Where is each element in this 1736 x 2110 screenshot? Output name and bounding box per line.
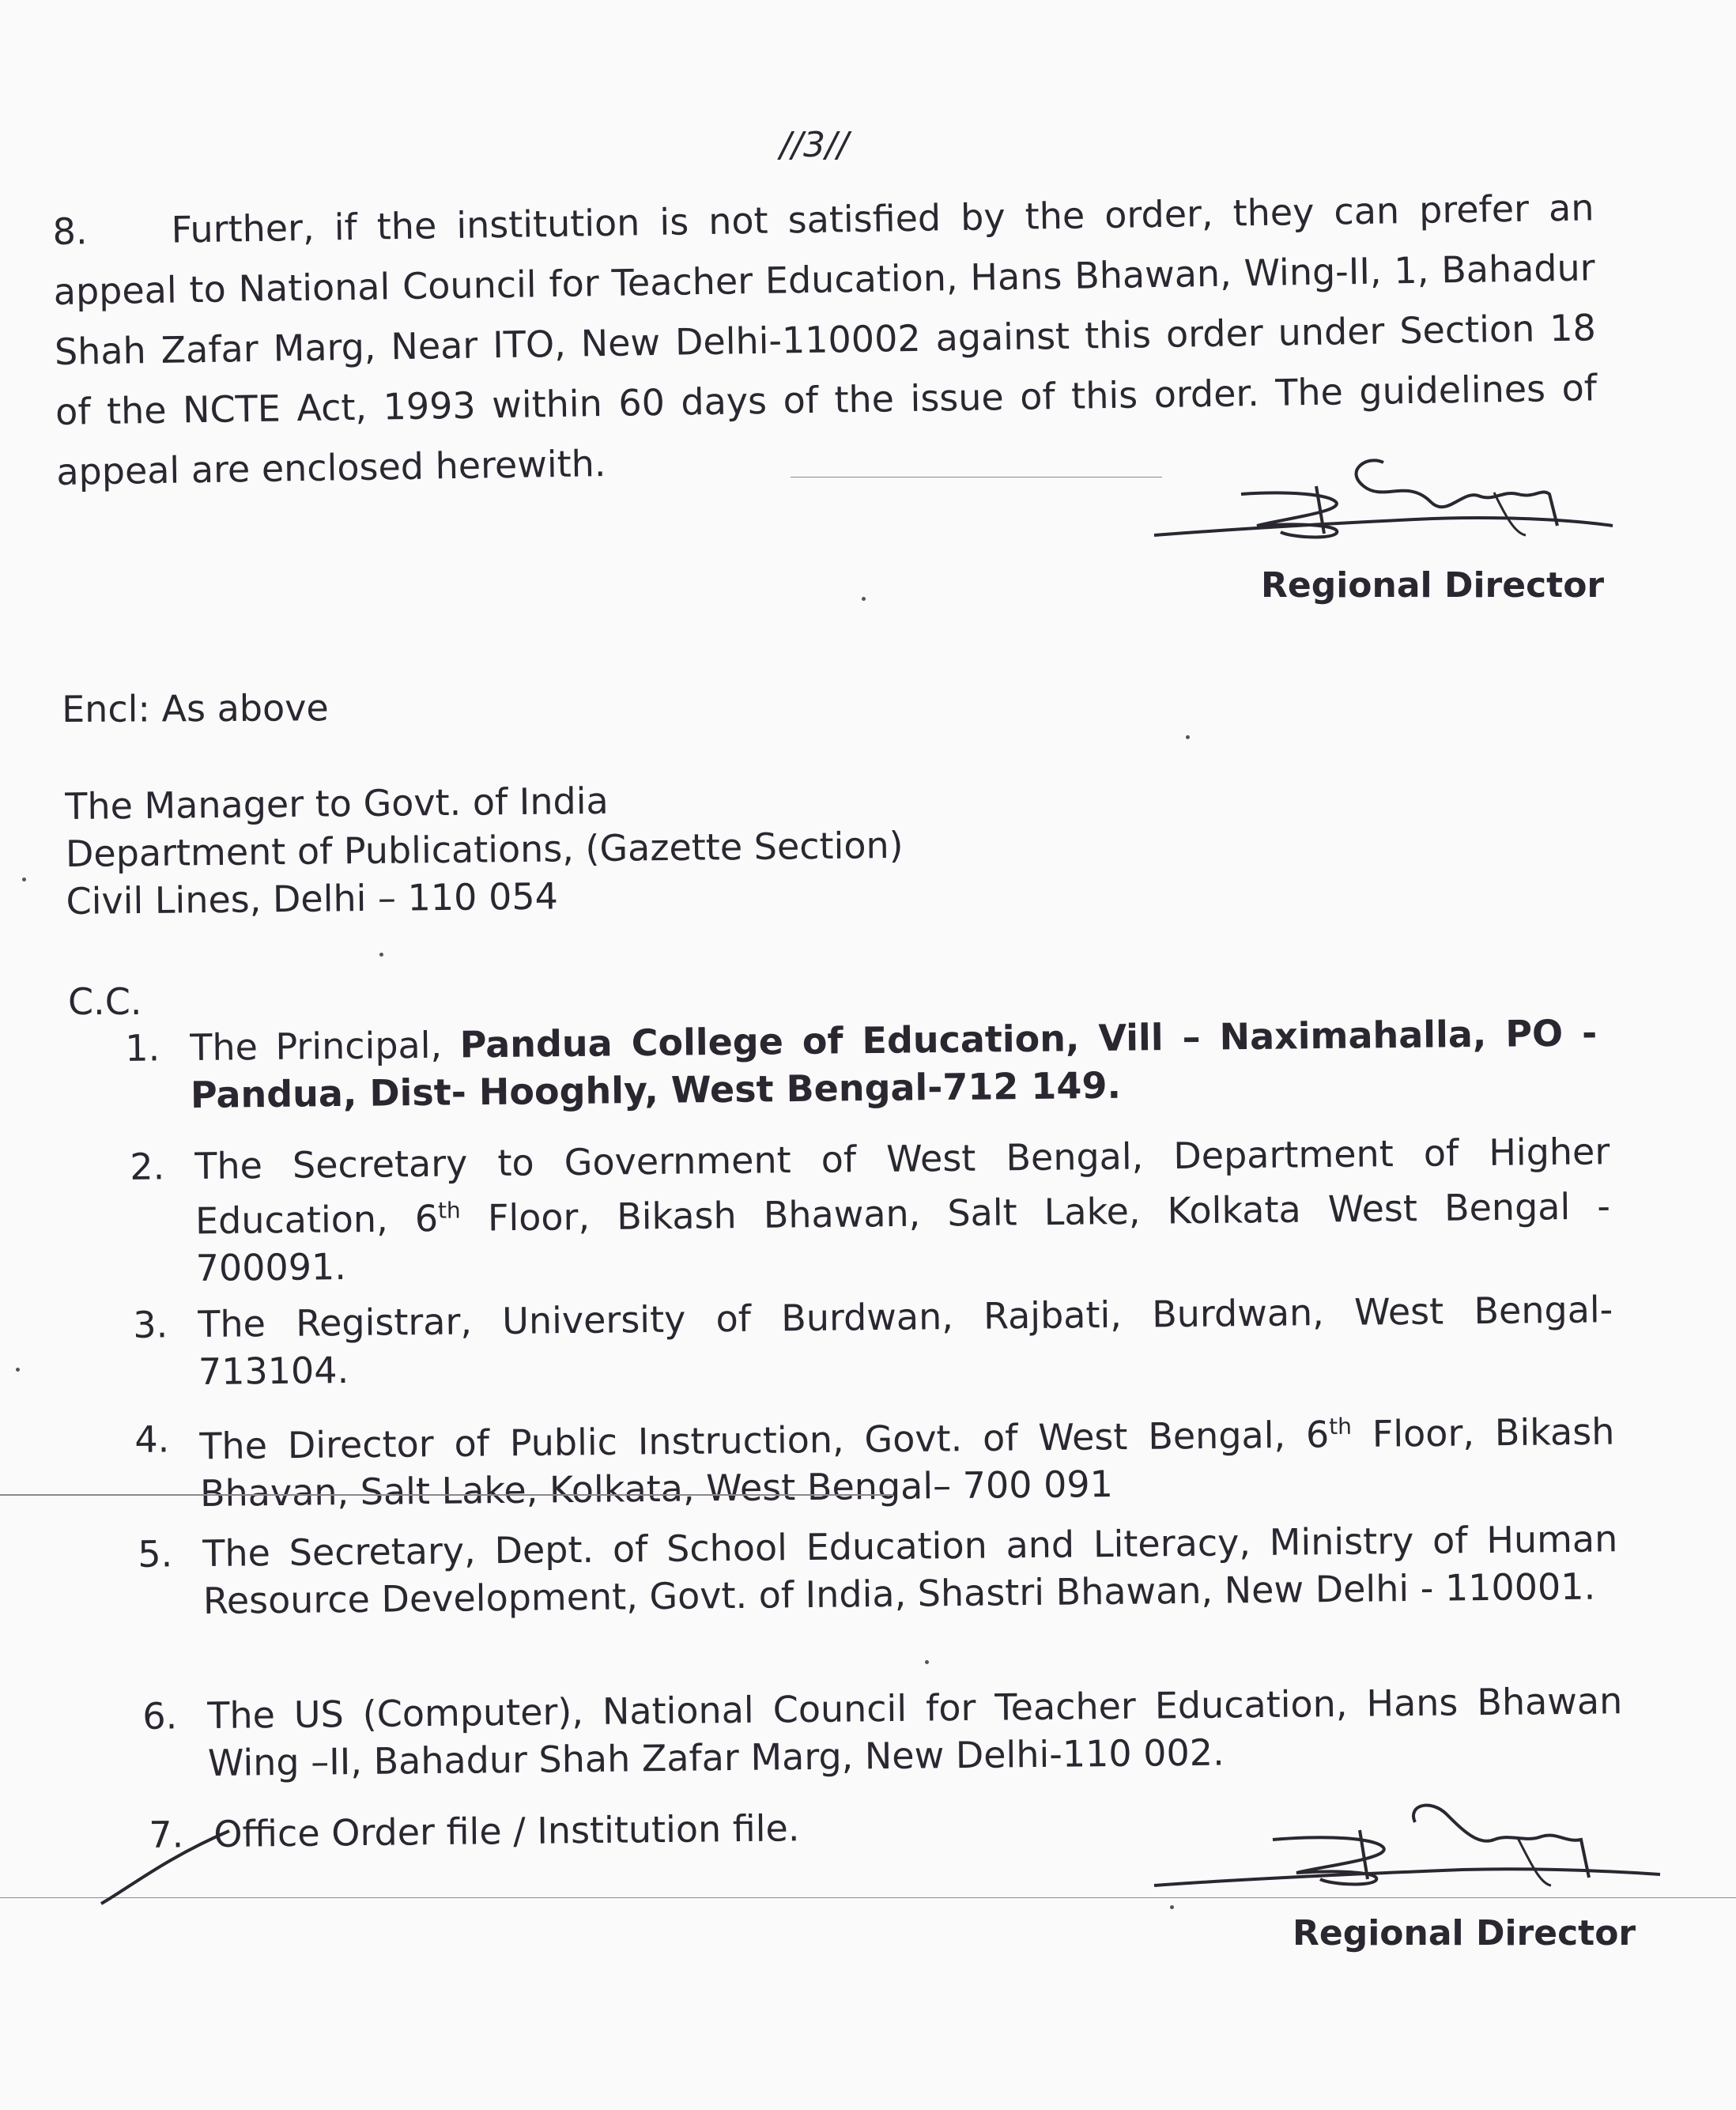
cc-item-number: 4.: [134, 1417, 170, 1461]
cc-item-prefix: The Principal,: [190, 1023, 443, 1069]
scan-line: [0, 1494, 893, 1496]
cc-item-number: 7.: [149, 1813, 184, 1856]
cc-item-text: The US (Computer), National Council for Teacher Education, Hans Bhawan Wing –II, Bahadur Shah Zafar Marg, New Delhi-110 002.: [207, 1679, 1623, 1784]
cc-item-institution: Pandua College of Education, Vill – Naximahalla, PO - Pandua, Dist- Hooghly, West Bengal-712 149.: [190, 1011, 1598, 1116]
cc-item-text: The Registrar, University of Burdwan, Rajbati, Burdwan, West Bengal-713104.: [198, 1288, 1613, 1393]
scan-speck: [16, 1368, 20, 1372]
scan-speck: [1186, 735, 1190, 739]
addressee-block: [65, 774, 904, 925]
cc-item-number: 5.: [138, 1532, 173, 1576]
cc-item-number: 3.: [133, 1303, 168, 1346]
cc-item-sup: th: [1328, 1413, 1353, 1440]
addressee-line: Department of Publications, (Gazette Section): [65, 823, 904, 875]
cc-item-sup: th: [437, 1197, 461, 1224]
designation-2: Regional Director: [1293, 1913, 1636, 1953]
cc-item-text: Office Order file / Institution file.: [213, 1806, 800, 1855]
cc-item-text: The Secretary, Dept. of School Education and Literacy, Ministry of Human Resource Development, Govt. of India, Shastri Bhawan, New Delhi - 110001.: [202, 1517, 1618, 1622]
cc-item-number: 1.: [125, 1026, 160, 1070]
cc-label: C.C.: [68, 980, 142, 1023]
scan-speck: [925, 1660, 929, 1664]
paragraph-number: 8.: [52, 209, 88, 253]
cc-item: [134, 1400, 1615, 1517]
addressee-line: Civil Lines, Delhi – 110 054: [66, 874, 559, 923]
page-number: //3//: [779, 125, 849, 165]
cc-item: [142, 1677, 1623, 1787]
paragraph-text: Further, if the institution is not satisfied by the order, they can prefer an appeal to National Council for Teacher Education, Hans Bhawan, Wing-II, 1, Bahadur Shah Zafar Marg, Near ITO, New Delhi-110002 against this order under Section 18 of the NCTE Act, 1993 within 60 days of the issue of this order. The guidelines of appeal are enclosed herewith.: [53, 186, 1598, 493]
cc-item-text: Floor, Bikash Bhawan, Salt Lake, Kolkata West Bengal - 700091.: [195, 1184, 1611, 1290]
cc-item-text: The Secretary to Government of West Bengal, Department of Higher Education, 6: [194, 1130, 1610, 1243]
cc-item: [125, 1009, 1598, 1119]
cc-item: [149, 1802, 1005, 1858]
scan-speck: [1170, 1905, 1174, 1909]
cc-item: [133, 1285, 1613, 1395]
scan-speck: [379, 953, 383, 957]
scan-speck: [862, 597, 866, 601]
cc-item-text: Floor, Bikash Bhavan, Salt Lake, Kolkata, West Bengal– 700 091: [199, 1410, 1615, 1516]
signature-1: [1146, 447, 1621, 557]
tick-mark: [95, 1826, 237, 1913]
cc-item-number: 6.: [142, 1694, 178, 1738]
cc-item-number: 2.: [130, 1145, 165, 1188]
designation-1: Regional Director: [1261, 565, 1605, 606]
addressee-line: The Manager to Govt. of India: [65, 779, 609, 828]
signature-2: [1146, 1791, 1668, 1909]
cc-item: [130, 1127, 1611, 1292]
enclosure-note: Encl: As above: [62, 686, 329, 730]
scan-speck: [22, 878, 26, 881]
cc-item-text: The Director of Public Instruction, Govt. of West Bengal, 6: [199, 1413, 1330, 1468]
cc-item: [138, 1515, 1618, 1625]
